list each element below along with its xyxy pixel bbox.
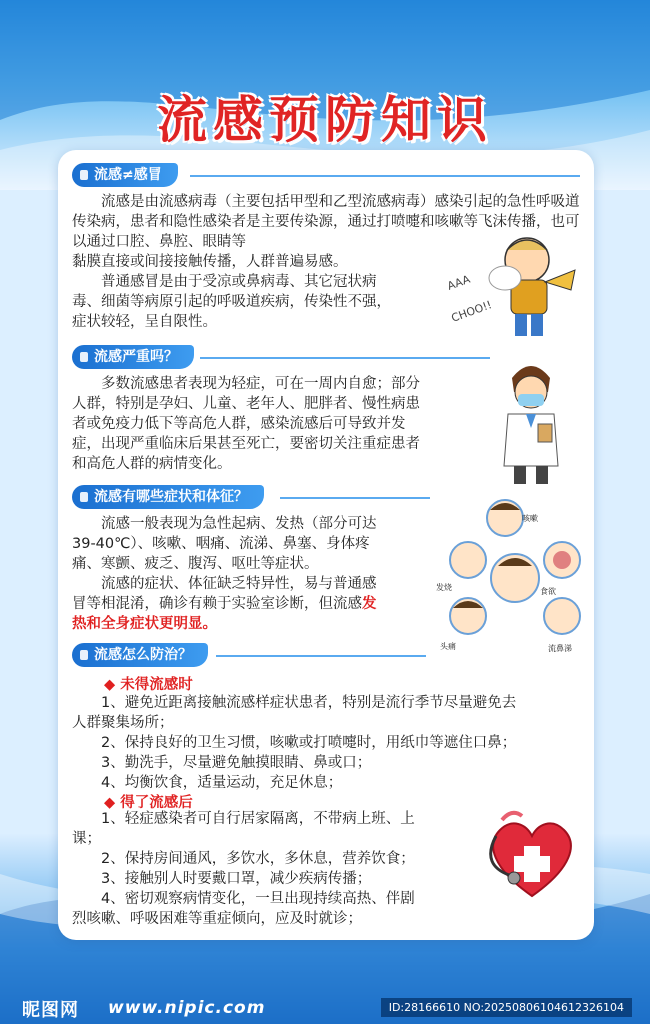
section-label-prevention: 流感怎么防治？ [72, 643, 208, 667]
section-label-symptoms: 流感有哪些症状和体征？ [72, 485, 264, 509]
paragraph: 黏膜直接或间接接触传播，人群普遍易感。 [72, 254, 348, 270]
paragraph: 和高危人群的病情变化。 [72, 456, 232, 472]
paragraph: 毒、细菌等病原引起的呼吸道疾病，传染性不强， [72, 294, 391, 310]
subheading-text: 得了流感后 [120, 795, 193, 811]
list-item: 2、保持房间通风，多饮水，多休息，营养饮食； [101, 851, 415, 867]
footer-bar [0, 990, 650, 1024]
section-divider [280, 497, 430, 499]
highlight-text: 发 [362, 596, 377, 612]
paragraph: 者或免疫力低下等高危人群，感染流感后可导致并发 [72, 416, 406, 432]
symptom-label: 头痛 [440, 642, 456, 651]
heart-stethoscope-illustration [482, 806, 582, 906]
diamond-icon: ◆ [104, 677, 121, 693]
list-item: 课； [72, 831, 101, 847]
paragraph: 人群，特别是孕妇、儿童、老年人、肥胖者、慢性病患 [72, 396, 420, 412]
highlight-text: 热和全身症状更明显。 [72, 616, 217, 632]
symptom-label: 咳嗽 [522, 514, 538, 523]
section-divider [216, 655, 426, 657]
paragraph: 流感一般表现为急性起病、发热（部分可达 [101, 516, 377, 532]
subheading-text: 未得流感时 [120, 677, 193, 693]
list-item: 2、保持良好的卫生习惯，咳嗽或打喷嚏时，用纸巾等遮住口鼻； [101, 735, 517, 751]
paragraph: 流感是由流感病毒（主要包括甲型和乙型流感病毒）感染引起的急性呼吸道传染病，患者和隐性感染者是主要传染源，通过打喷嚏和咳嗽等飞沫传播，也可以通过口腔、鼻腔、眼睛等 [72, 194, 580, 250]
sneezing-boy-illustration [445, 230, 585, 340]
list-item: 1、轻症感染者可自行居家隔离，不带病上班、上 [101, 811, 415, 827]
paragraph: 普通感冒是由于受凉或鼻病毒、其它冠状病 [101, 274, 377, 290]
doctor-illustration [498, 358, 564, 488]
paragraph: 39-40℃）、咳嗽、咽痛、流涕、鼻塞、身体疼 [72, 536, 370, 552]
symptom-label: 食欲 [540, 587, 556, 596]
image-id: ID:28166610 NO:20250806104612326104 [381, 998, 632, 1017]
list-item: 3、接触别人时要戴口罩，减少疾病传播； [101, 871, 372, 887]
svg-text:AAA: AAA [445, 272, 472, 293]
symptoms-illustration [440, 498, 590, 658]
list-item: 3、勤洗手，尽量避免触摸眼睛、鼻或口； [101, 755, 372, 771]
list-item: 人群聚集场所； [72, 715, 174, 731]
list-item: 烈咳嗽、呼吸困难等重症倾向，应及时就诊； [72, 911, 362, 927]
list-item: 4、密切观察病情变化，一旦出现持续高热、伴剧 [101, 891, 415, 907]
section-label-flu-vs-cold: 流感≠感冒 [72, 163, 178, 187]
diamond-icon: ◆ [104, 795, 121, 811]
paragraph: 流感的症状、体征缺乏特异性，易与普通感 [101, 576, 377, 592]
symptom-label: 流鼻涕 [548, 644, 572, 653]
paragraph [72, 594, 442, 614]
section-label-severity: 流感严重吗？ [72, 345, 194, 369]
poster-title: 流感预防知识 [157, 91, 493, 149]
section-divider [190, 175, 580, 177]
paragraph: 多数流感患者表现为轻症，可在一周内自愈；部分 [101, 376, 420, 392]
symptom-label: 发烧 [436, 583, 452, 592]
site-url[interactable]: www.nipic.com [108, 998, 266, 1018]
subheading-before [104, 673, 193, 694]
paragraph: 症，出现严重临床后果甚至死亡，要密切关注重症患者 [72, 436, 420, 452]
paragraph: 痛、寒颤、疲乏、腹泻、呕吐等症状。 [72, 556, 319, 572]
svg-text:CHOO!!: CHOO!! [449, 298, 494, 325]
paragraph-text: 冒等相混淆，确诊有赖于实验室诊断，但流感 [72, 596, 362, 612]
list-item: 1、避免近距离接触流感样症状患者，特别是流行季节尽量避免去 [101, 695, 517, 711]
paragraph: 症状较轻，呈自限性。 [72, 314, 217, 330]
section-divider [200, 357, 490, 359]
list-item: 4、均衡饮食，适量运动，充足休息； [101, 775, 343, 791]
brand-logo: 昵图网 [22, 1000, 79, 1021]
